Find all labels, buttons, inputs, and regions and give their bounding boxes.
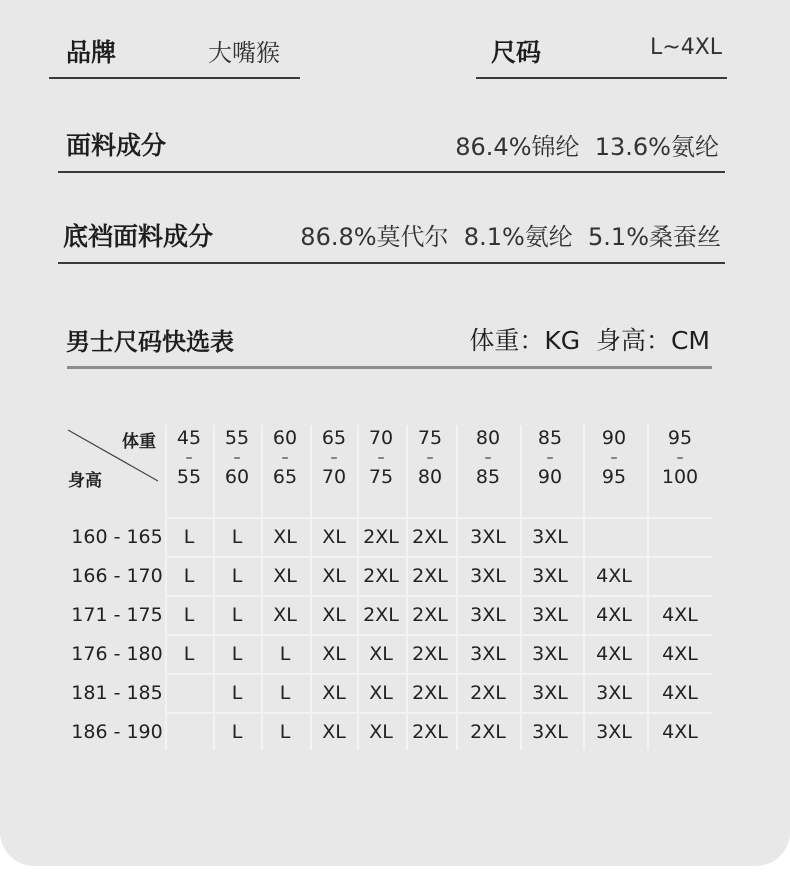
weight-range-dash: – bbox=[185, 450, 193, 466]
size-cell: L bbox=[279, 643, 291, 665]
size-cell: 2XL bbox=[412, 604, 448, 626]
size-cell: 3XL bbox=[532, 643, 568, 665]
weight-range-top: 65 bbox=[321, 427, 347, 449]
chart-title: 男士尺码快选表 bbox=[66, 328, 234, 356]
weight-range-top: 90 bbox=[601, 427, 627, 449]
size-cell: XL bbox=[369, 682, 393, 704]
size-cell: L bbox=[231, 682, 243, 704]
size-cell: XL bbox=[273, 565, 297, 587]
table-grid-hline bbox=[165, 595, 712, 597]
table-grid-hline bbox=[165, 673, 712, 675]
table-grid-hline bbox=[165, 712, 712, 714]
weight-range-top: 45 bbox=[176, 427, 202, 449]
height-range-label: 171 - 175 bbox=[71, 604, 163, 626]
height-range-label: 160 - 165 bbox=[71, 526, 163, 548]
weight-range-top: 75 bbox=[417, 427, 443, 449]
size-cell: L bbox=[279, 682, 291, 704]
size-cell: XL bbox=[322, 721, 346, 743]
weight-range-bottom: 95 bbox=[601, 466, 627, 488]
size-cell: L bbox=[231, 604, 243, 626]
size-cell: 3XL bbox=[470, 526, 506, 548]
weight-range-dash: – bbox=[676, 450, 684, 466]
weight-range-dash: – bbox=[610, 450, 618, 466]
height-range-label: 176 - 180 bbox=[71, 643, 163, 665]
weight-range-dash: – bbox=[426, 450, 434, 466]
size-cell: XL bbox=[322, 526, 346, 548]
size-cell: 3XL bbox=[532, 721, 568, 743]
weight-range-bottom: 70 bbox=[321, 466, 347, 488]
weight-range-bottom: 80 bbox=[417, 466, 443, 488]
fabric-label: 面料成分 bbox=[66, 131, 167, 160]
weight-range-top: 60 bbox=[272, 427, 298, 449]
size-cell: 4XL bbox=[662, 721, 698, 743]
size-cell: 4XL bbox=[596, 565, 632, 587]
size-cell: 3XL bbox=[470, 604, 506, 626]
size-cell: 3XL bbox=[532, 565, 568, 587]
height-range-label: 186 - 190 bbox=[71, 721, 163, 743]
table-grid-hline bbox=[165, 556, 712, 558]
table-grid-hline bbox=[165, 634, 712, 636]
size-cell: L bbox=[183, 643, 195, 665]
size-cell: 2XL bbox=[412, 643, 448, 665]
size-cell: 4XL bbox=[662, 682, 698, 704]
size-cell: 2XL bbox=[470, 682, 506, 704]
chart-units: 体重：KG 身高：CM bbox=[469, 326, 710, 355]
brand-label: 品牌 bbox=[66, 38, 117, 67]
brand-value: 大嘴猴 bbox=[208, 39, 280, 67]
size-cell: 2XL bbox=[412, 682, 448, 704]
size-cell: 3XL bbox=[470, 643, 506, 665]
size-cell: 2XL bbox=[470, 721, 506, 743]
size-cell: 4XL bbox=[662, 643, 698, 665]
size-cell: XL bbox=[322, 565, 346, 587]
height-range-label: 166 - 170 bbox=[71, 565, 163, 587]
weight-range-bottom: 55 bbox=[176, 466, 202, 488]
size-cell: 2XL bbox=[412, 721, 448, 743]
size-cell: XL bbox=[322, 604, 346, 626]
fabric-value: 86.4%锦纶 13.6%氨纶 bbox=[455, 133, 719, 161]
size-cell: XL bbox=[273, 604, 297, 626]
corner-height-label: 身高 bbox=[68, 471, 102, 491]
weight-range-bottom: 100 bbox=[661, 466, 699, 488]
size-label: 尺码 bbox=[491, 38, 542, 67]
table-grid-vline bbox=[647, 425, 649, 750]
height-range-label: 181 - 185 bbox=[71, 682, 163, 704]
weight-range-top: 95 bbox=[667, 427, 693, 449]
size-cell: 3XL bbox=[596, 682, 632, 704]
weight-range-bottom: 75 bbox=[368, 466, 394, 488]
weight-range-dash: – bbox=[281, 450, 289, 466]
lining-value: 86.8%莫代尔 8.1%氨纶 5.1%桑蚕丝 bbox=[300, 223, 721, 251]
size-cell: L bbox=[183, 526, 195, 548]
size-cell: 2XL bbox=[363, 526, 399, 548]
weight-range-dash: – bbox=[484, 450, 492, 466]
size-cell: 2XL bbox=[363, 604, 399, 626]
weight-range-top: 85 bbox=[537, 427, 563, 449]
size-cell: 4XL bbox=[596, 643, 632, 665]
weight-range-top: 70 bbox=[368, 427, 394, 449]
size-value: L~4XL bbox=[650, 35, 723, 60]
size-cell: L bbox=[231, 565, 243, 587]
weight-range-dash: – bbox=[330, 450, 338, 466]
size-cell: 3XL bbox=[532, 604, 568, 626]
weight-range-dash: – bbox=[377, 450, 385, 466]
size-cell: XL bbox=[322, 682, 346, 704]
size-cell: L bbox=[231, 721, 243, 743]
size-cell: 3XL bbox=[532, 526, 568, 548]
size-cell: L bbox=[183, 604, 195, 626]
table-grid-hline bbox=[165, 517, 712, 519]
size-cell: 2XL bbox=[412, 565, 448, 587]
size-cell: XL bbox=[322, 643, 346, 665]
size-cell: XL bbox=[273, 526, 297, 548]
size-cell: 3XL bbox=[470, 565, 506, 587]
weight-range-dash: – bbox=[233, 450, 241, 466]
size-cell: L bbox=[183, 565, 195, 587]
size-cell: 3XL bbox=[532, 682, 568, 704]
size-cell: XL bbox=[369, 643, 393, 665]
size-cell: L bbox=[231, 526, 243, 548]
corner-weight-label: 体重 bbox=[122, 432, 156, 452]
weight-range-dash: – bbox=[546, 450, 554, 466]
weight-range-bottom: 65 bbox=[272, 466, 298, 488]
weight-range-bottom: 90 bbox=[537, 466, 563, 488]
size-cell: XL bbox=[369, 721, 393, 743]
size-cell: L bbox=[231, 643, 243, 665]
weight-range-bottom: 85 bbox=[475, 466, 501, 488]
lining-label: 底裆面料成分 bbox=[63, 222, 214, 251]
size-cell: 2XL bbox=[412, 526, 448, 548]
weight-range-top: 55 bbox=[224, 427, 250, 449]
size-cell: 4XL bbox=[662, 604, 698, 626]
weight-range-bottom: 60 bbox=[224, 466, 250, 488]
size-cell: 2XL bbox=[363, 565, 399, 587]
weight-range-top: 80 bbox=[475, 427, 501, 449]
size-cell: L bbox=[279, 721, 291, 743]
size-cell: 3XL bbox=[596, 721, 632, 743]
size-cell: 4XL bbox=[596, 604, 632, 626]
